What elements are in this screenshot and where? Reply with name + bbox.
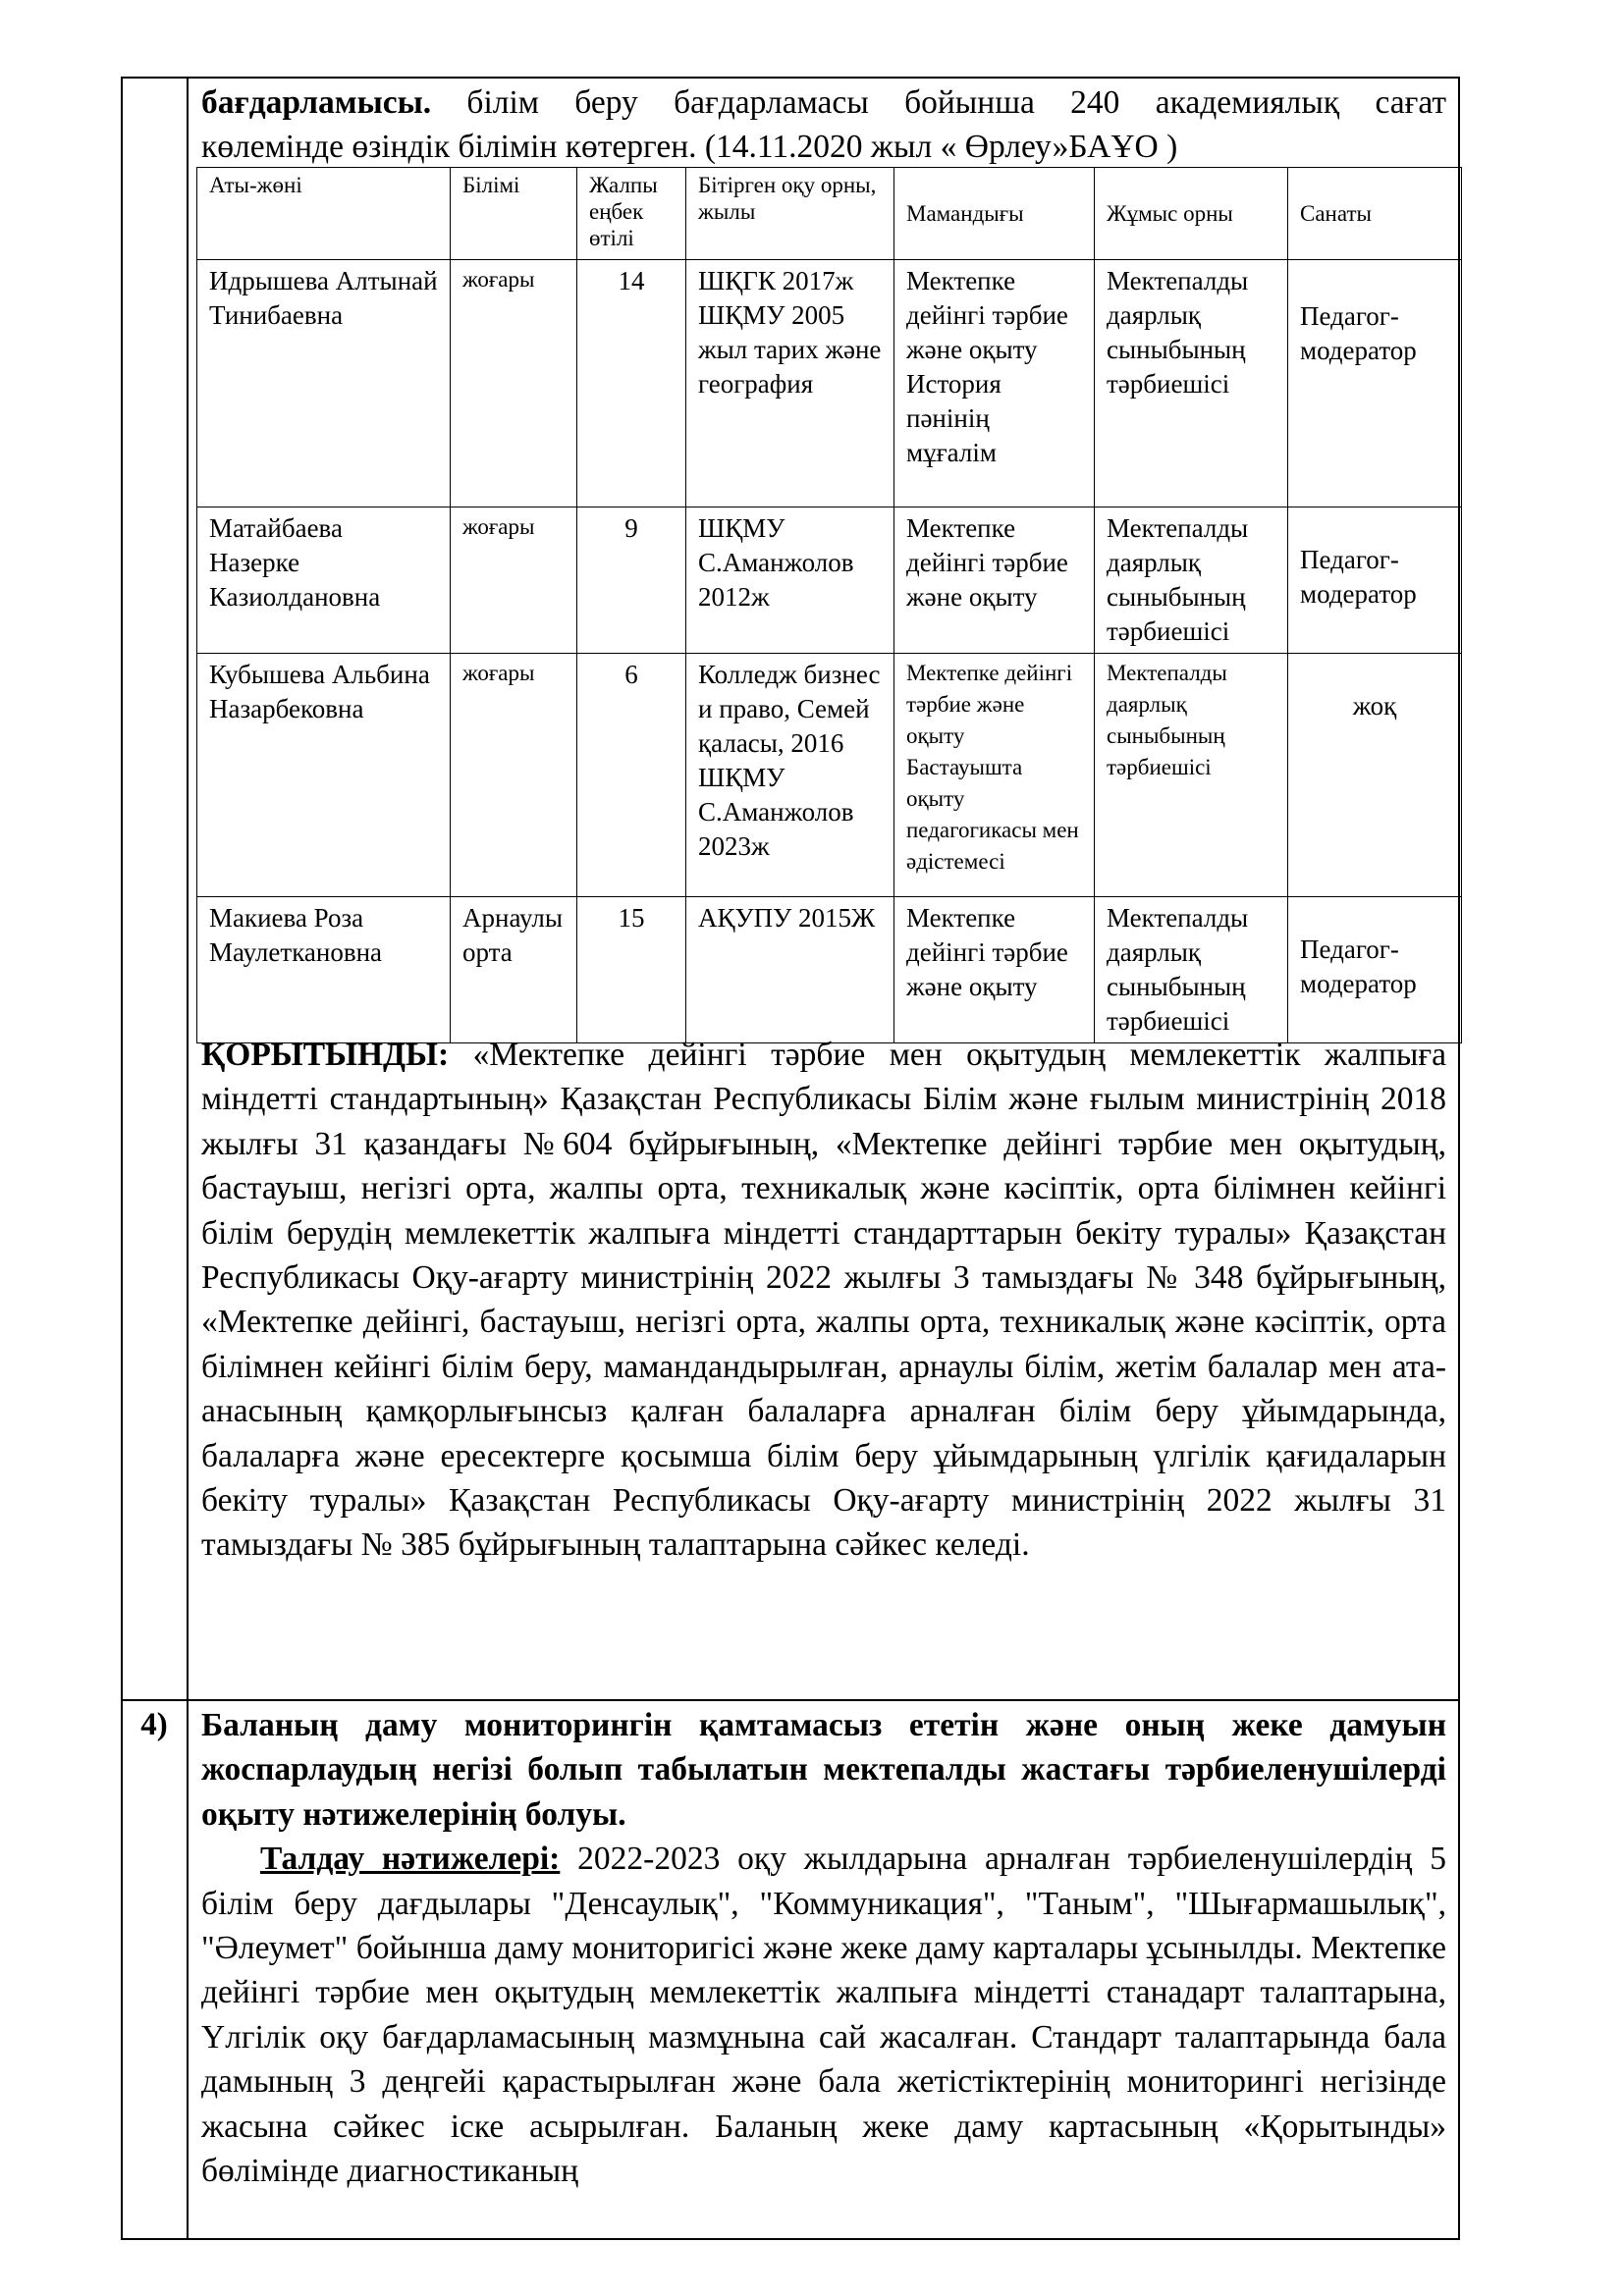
section4-heading: Баланың даму мониторингін қамтамасыз ететін және оның жеке дамуын жоспарлаудың негізі болып табылатын мектепалды жастағы тәрбиеленушілерді оқыту нәтижелерінің болуы. — [201, 1707, 1446, 1833]
cell-category: Педагог-модератор — [1288, 507, 1462, 654]
row-divider — [121, 1699, 1460, 1701]
table-row — [197, 507, 1462, 654]
column-divider — [187, 77, 189, 2240]
cell-specialty: Мектепке дейінгі тәрбие және оқыту — [894, 897, 1095, 1043]
staff-table — [196, 167, 1462, 1043]
conclusion-text: «Мектепке дейінгі тәрбие мен оқытудың мемлекеттік жалпыға міндетті стандартының» Қазақстан Республикасы Білім және ғылым министрінің 2018 жылғы 31 қазандағы №604 бұйрығының, «Мектепке дейінгі тәрбие мен оқытудың, бастауыш, негізгі орта, жалпы орта, техникалық және кәсіптік, орта білімнен кейінгі білім берудің мемлекеттік жалпыға міндетті стандарттарын бекіту туралы» Қазақстан Республикасы Оқу-ағарту министрінің 2022 жылғы 3 тамыздағы № 348 бұйрығының, «Мектепке дейінгі, бастауыш, негізгі орта, жалпы орта, техникалық және кәсіптік, орта білімнен кейінгі білім беру, мамандандырылған, арнаулы білім, жетім балалар мен ата-анасының қамқорлығынсыз қалған балаларға арналған білім беру ұйымдарында, балаларға және ересектерге қосымша білім беру ұйымдарының үлгілік қағидаларын бекіту туралы» Қазақстан Республикасы Оқу-ағарту министрінің 2022 жылғы 31 тамыздағы № 385 бұйрығының талаптарына сәйкес келеді. — [201, 1037, 1446, 1564]
cell-experience: 6 — [577, 654, 686, 897]
table-row — [197, 260, 1462, 507]
table-row — [197, 654, 1462, 897]
cell-workplace: Мектепалды даярлық сыныбының тәрбиешісі — [1095, 897, 1288, 1043]
cell-name: Кубышева Альбина Назарбековна — [197, 654, 451, 897]
cell-experience: 9 — [577, 507, 686, 654]
header-name: Аты-жөні — [197, 168, 451, 260]
top-bold-word: бағдарламысы. — [201, 84, 432, 121]
cell-institution: АҚУПУ 2015Ж — [686, 897, 894, 1043]
cell-education: жоғары — [451, 654, 577, 897]
cell-name: Макиева Роза Маулеткановна — [197, 897, 451, 1043]
conclusion-label: ҚОРЫТЫНДЫ: — [201, 1037, 450, 1073]
header-category: Санаты — [1288, 168, 1462, 260]
header-institution: Бітірген оқу орны, жылы — [686, 168, 894, 260]
cell-education: жоғары — [451, 507, 577, 654]
cell-specialty: Мектепке дейінгі тәрбие және оқыту История пәнінің мұғалім — [894, 260, 1095, 507]
cell-name: Идрышева Алтынай Тинибаевна — [197, 260, 451, 507]
header-workplace: Жұмыс орны — [1095, 168, 1288, 260]
conclusion-paragraph — [201, 1033, 1446, 1568]
cell-experience: 15 — [577, 897, 686, 1043]
top-line-2: көлемінде өзіндік білімін көтерген. (14.11.2020 жыл « Өрлеу»БАҰО ) — [201, 129, 1178, 166]
section-number: 4) — [140, 1707, 168, 1742]
analysis-text: 2022-2023 оқу жылдарына арналған тәрбиеленушілердің 5 білім беру дағдылары "Денсаулық", "Коммуникация", "Таным", "Шығармашылық", "Әлеумет" бойынша даму мониторигісі және жеке даму карталары ұсынылды. Мектепке дейінгі тәрбие мен оқытудың мемлекеттік жалпыға міндетті станадарт талаптарына, Үлгілік оқу бағдарламасының мазмұнына сай жасалған. Стандарт талаптарында бала дамының 3 деңгейі қарастырылған және бала жетістіктерінің мониторингі негізінде жасына сәйкес іске асырылған. Баланың жеке даму картасының «Қорытынды» бөлімінде диагностиканың — [201, 1841, 1447, 2190]
cell-category: жоқ — [1288, 654, 1462, 897]
table-header-row — [197, 168, 1462, 260]
cell-workplace: Мектепалды даярлық сыныбының тәрбиешісі — [1095, 507, 1288, 654]
cell-name: Матайбаева Назерке Казиолдановна — [197, 507, 451, 654]
top-section — [201, 80, 1446, 170]
cell-specialty: Мектепке дейінгі тәрбие және оқыту Бастауышта оқыту педагогикасы мен әдістемесі — [894, 654, 1095, 897]
section4-content — [201, 1703, 1446, 2193]
cell-institution: ШҚМУ С.Аманжолов 2012ж — [686, 507, 894, 654]
cell-experience: 14 — [577, 260, 686, 507]
header-education: Білімі — [451, 168, 577, 260]
header-specialty: Мамандығы — [894, 168, 1095, 260]
cell-education: жоғары — [451, 260, 577, 507]
header-experience: Жалпы еңбек өтілі — [577, 168, 686, 260]
cell-institution: Колледж бизнес и право, Семей қаласы, 2016 ШҚМУ С.Аманжолов 2023ж — [686, 654, 894, 897]
cell-education: Арнаулы орта — [451, 897, 577, 1043]
analysis-label: Талдау нәтижелері: — [260, 1841, 561, 1878]
cell-workplace: Мектепалды даярлық сыныбының тәрбиешісі — [1095, 654, 1288, 897]
cell-specialty: Мектепке дейінгі тәрбие және оқыту — [894, 507, 1095, 654]
top-line-1: білім беру бағдарламасы бойынша 240 академиялық сағат — [431, 84, 1446, 121]
cell-institution: ШҚГК 2017ж ШҚМУ 2005 жыл тарих және география — [686, 260, 894, 507]
cell-workplace: Мектепалды даярлық сыныбының тәрбиешісі — [1095, 260, 1288, 507]
table-row — [197, 897, 1462, 1043]
cell-category: Педагог-модератор — [1288, 260, 1462, 507]
cell-category: Педагог-модератор — [1288, 897, 1462, 1043]
